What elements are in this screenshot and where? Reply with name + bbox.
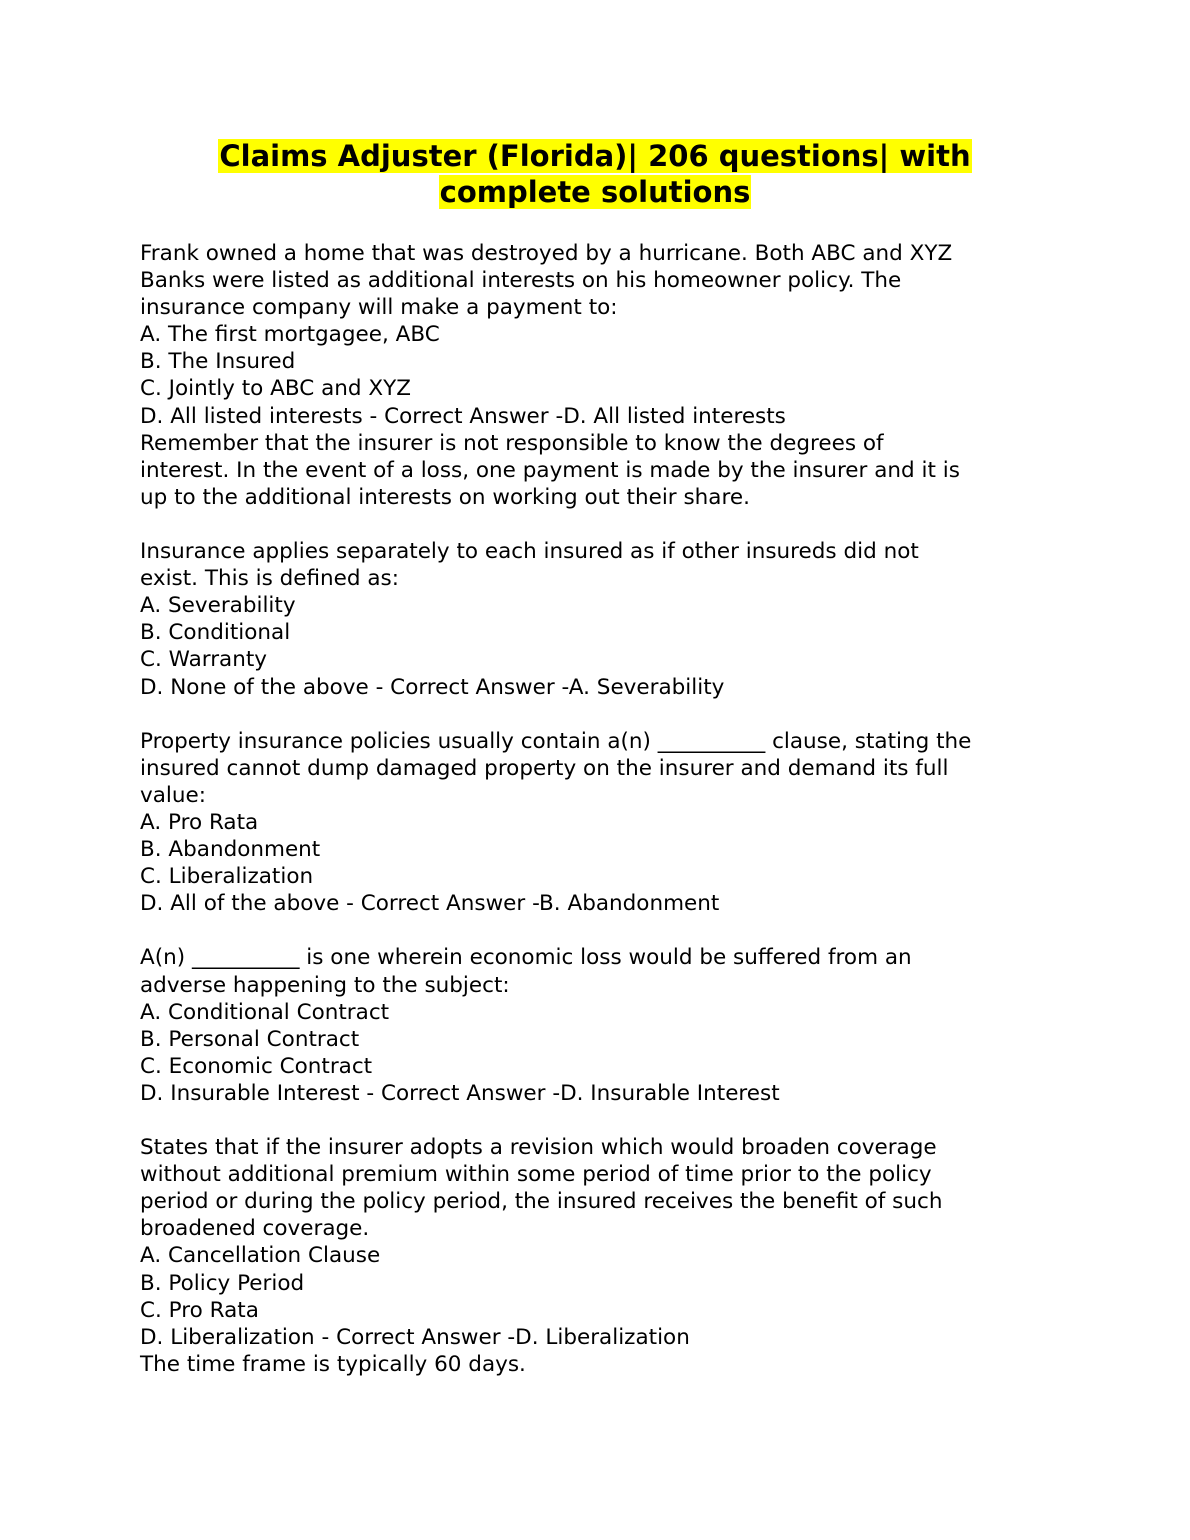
text-line: Property insurance policies usually contain a(n) __________ clause, stating the — [140, 728, 972, 754]
title-line-2: complete solutions — [439, 175, 751, 209]
answer-option: C. Jointly to ABC and XYZ — [140, 376, 411, 402]
answer-option: A. Cancellation Clause — [140, 1243, 381, 1269]
answer-option: C. Warranty — [140, 647, 267, 673]
text-line: period or during the policy period, the insured receives the benefit of such — [140, 1189, 943, 1215]
question-block-3 — [140, 728, 1060, 918]
answer-option: C. Pro Rata — [140, 1297, 259, 1323]
text-line: insured cannot dump damaged property on the insurer and demand its full — [140, 755, 949, 781]
answer-option: A. Severability — [140, 593, 296, 619]
correct-answer-line: D. Liberalization - Correct Answer -D. Liberalization — [140, 1324, 690, 1350]
answer-option: B. The Insured — [140, 349, 296, 375]
text-line: value: — [140, 782, 206, 808]
correct-answer-line: D. None of the above - Correct Answer -A. Severability — [140, 674, 725, 700]
answer-option: B. Abandonment — [140, 837, 321, 863]
text-line: exist. This is defined as: — [140, 566, 399, 592]
explanation-line: interest. In the event of a loss, one payment is made by the insurer and it is — [140, 457, 960, 483]
document-body — [140, 240, 1060, 1405]
text-line: A(n) __________ is one wherein economic loss would be suffered from an — [140, 945, 912, 971]
text-line: adverse happening to the subject: — [140, 972, 510, 998]
text-line: insurance company will make a payment to: — [140, 295, 618, 321]
correct-answer-line: D. All listed interests - Correct Answer -D. All listed interests — [140, 403, 786, 429]
answer-option: A. Conditional Contract — [140, 999, 390, 1025]
text-line: Frank owned a home that was destroyed by a hurricane. Both ABC and XYZ — [140, 241, 953, 266]
answer-option: B. Policy Period — [140, 1270, 305, 1296]
answer-option: B. Conditional — [140, 620, 291, 646]
answer-option: A. The first mortgagee, ABC — [140, 322, 440, 348]
text-line: broadened coverage. — [140, 1216, 370, 1242]
text-line: without additional premium within some period of time prior to the policy — [140, 1162, 932, 1188]
title-line-1: Claims Adjuster (Florida)| 206 questions| with — [219, 139, 971, 173]
question-block-5 — [140, 1134, 1060, 1378]
answer-option: B. Personal Contract — [140, 1026, 360, 1052]
text-line: States that if the insurer adopts a revision which would broaden coverage — [140, 1135, 937, 1161]
text-line: Insurance applies separately to each insured as if other insureds did not — [140, 539, 919, 565]
text-line: Banks were listed as additional interests on his homeowner policy. The — [140, 268, 902, 294]
explanation-line: up to the additional interests on working out their share. — [140, 484, 750, 510]
question-block-2 — [140, 538, 1060, 701]
correct-answer-line: D. Insurable Interest - Correct Answer -D. Insurable Interest — [140, 1080, 780, 1106]
question-block-1 — [140, 240, 1060, 511]
question-block-4 — [140, 944, 1060, 1107]
answer-option: A. Pro Rata — [140, 809, 259, 835]
explanation-line: The time frame is typically 60 days. — [140, 1351, 526, 1377]
answer-option: C. Liberalization — [140, 864, 314, 890]
document-title — [0, 138, 1190, 210]
answer-option: C. Economic Contract — [140, 1053, 373, 1079]
explanation-line: Remember that the insurer is not responsible to know the degrees of — [140, 430, 884, 456]
correct-answer-line: D. All of the above - Correct Answer -B. Abandonment — [140, 891, 720, 917]
